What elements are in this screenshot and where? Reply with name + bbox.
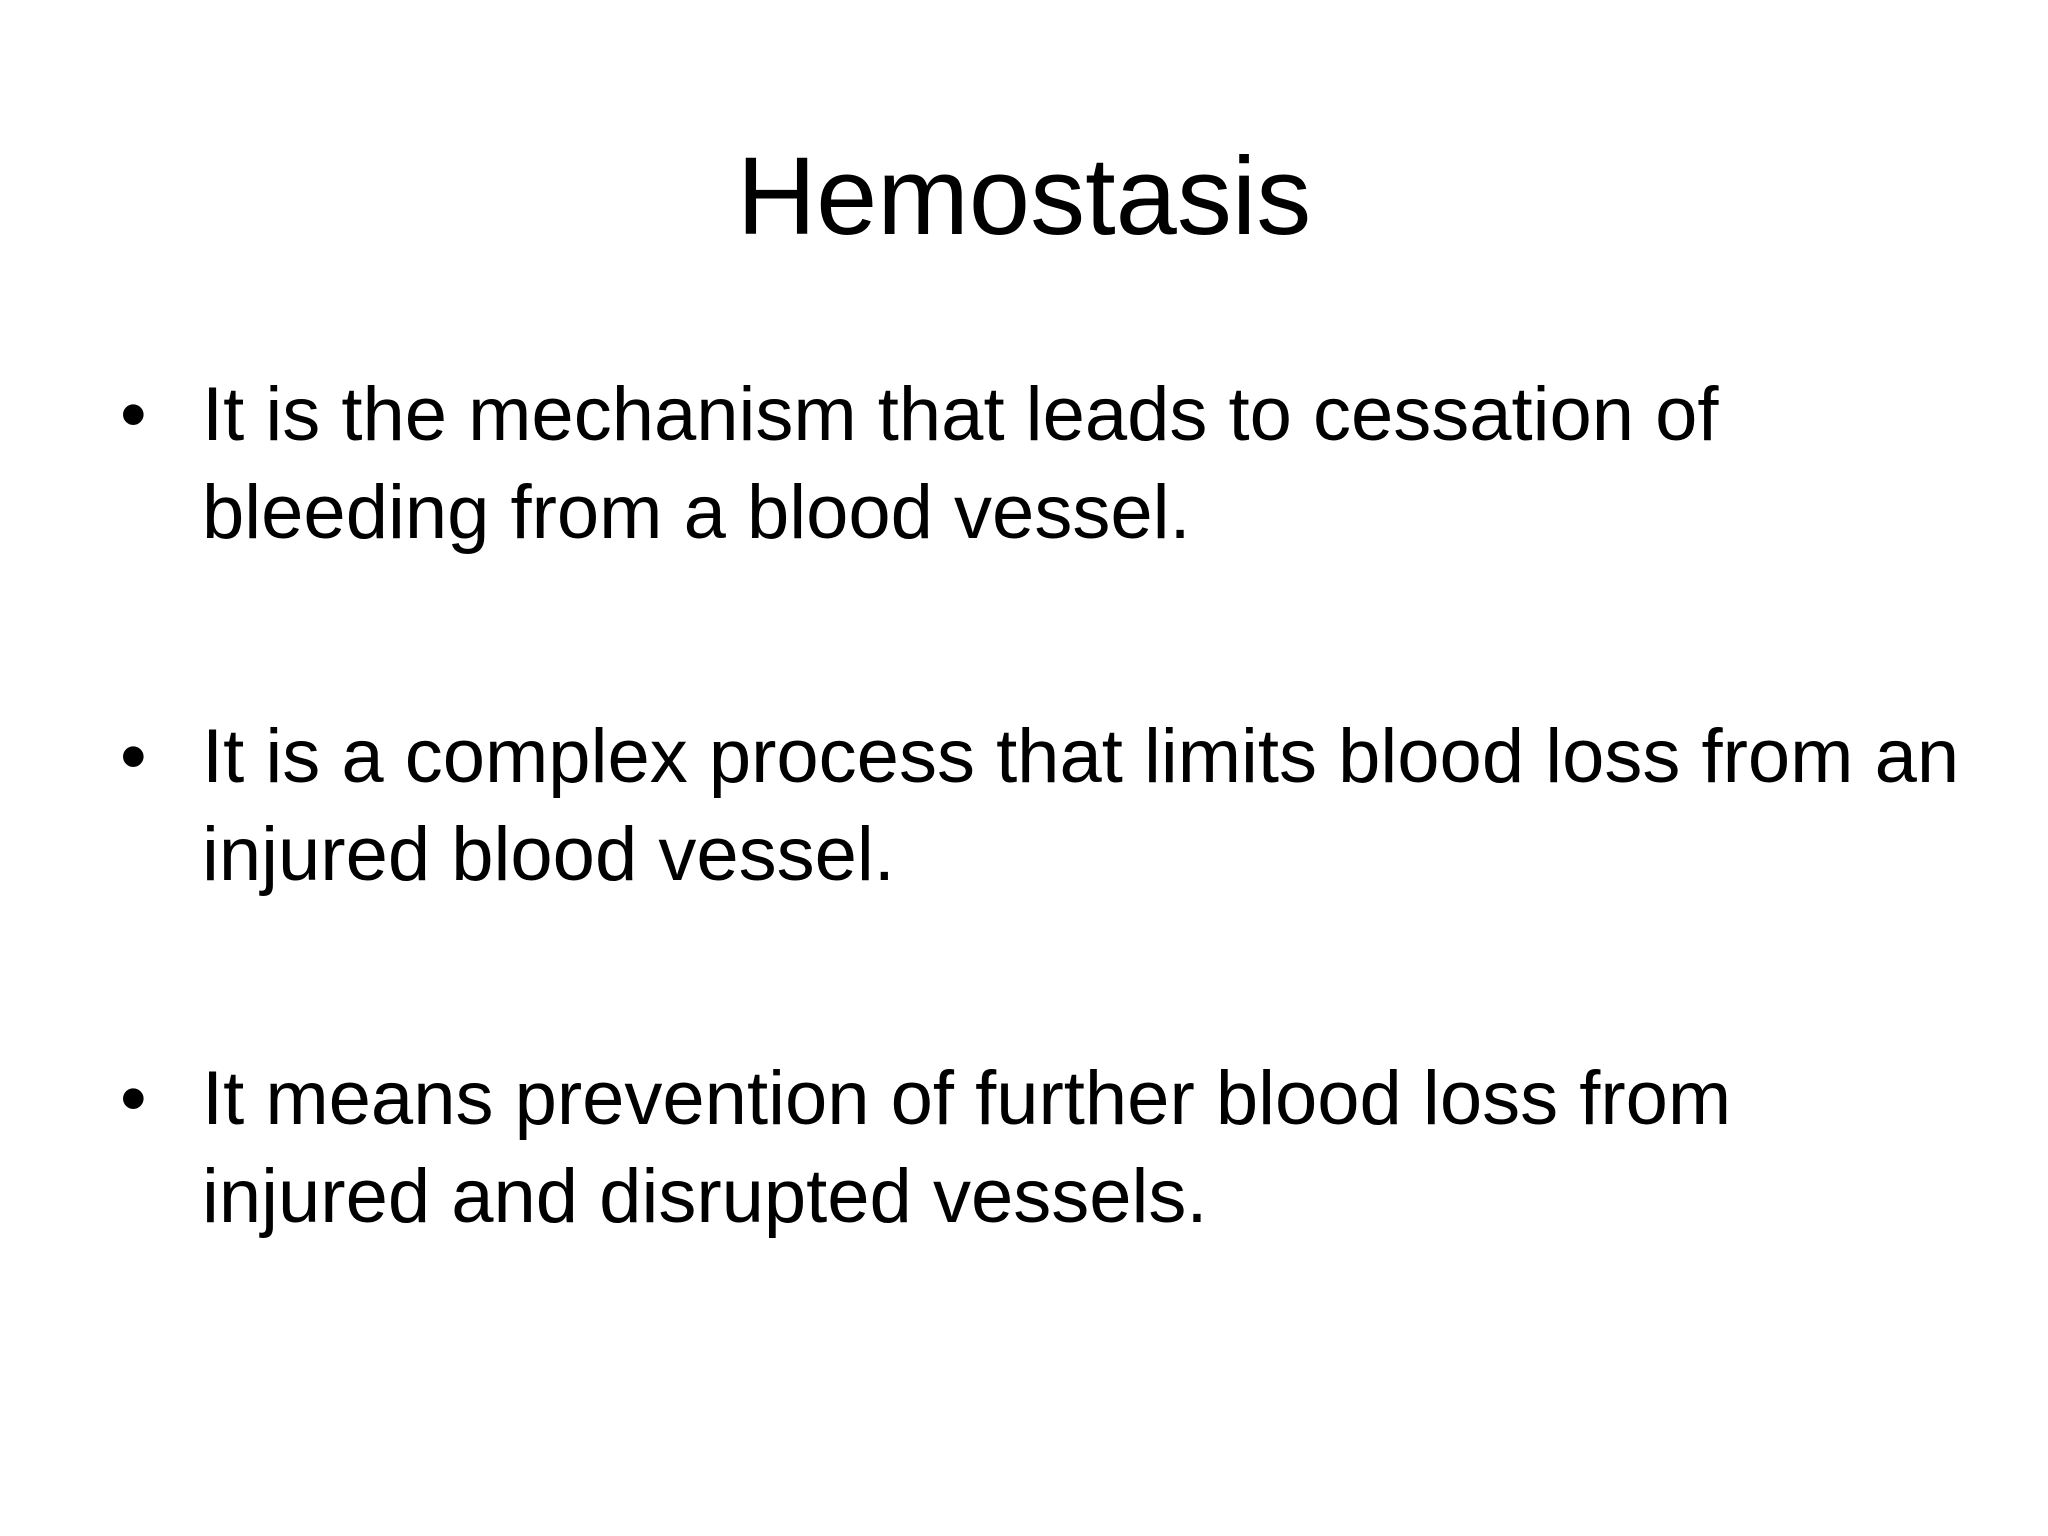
bullet-text: It means prevention of further blood loss from injured and disrupted vessels. [202,1056,1732,1239]
bullet-item [120,1050,1960,1246]
bullet-icon: • [120,714,147,799]
bullet-item [120,366,1960,562]
bullet-item [120,708,1960,904]
bullet-list [120,366,1960,1392]
bullet-text: It is the mechanism that leads to cessation of bleeding from a blood vessel. [202,372,1719,555]
bullet-text: It is a complex process that limits blood loss from an injured blood vessel. [202,714,1960,897]
slide-title: Hemostasis [736,135,1312,258]
bullet-icon: • [120,1056,147,1141]
bullet-icon: • [120,372,147,457]
